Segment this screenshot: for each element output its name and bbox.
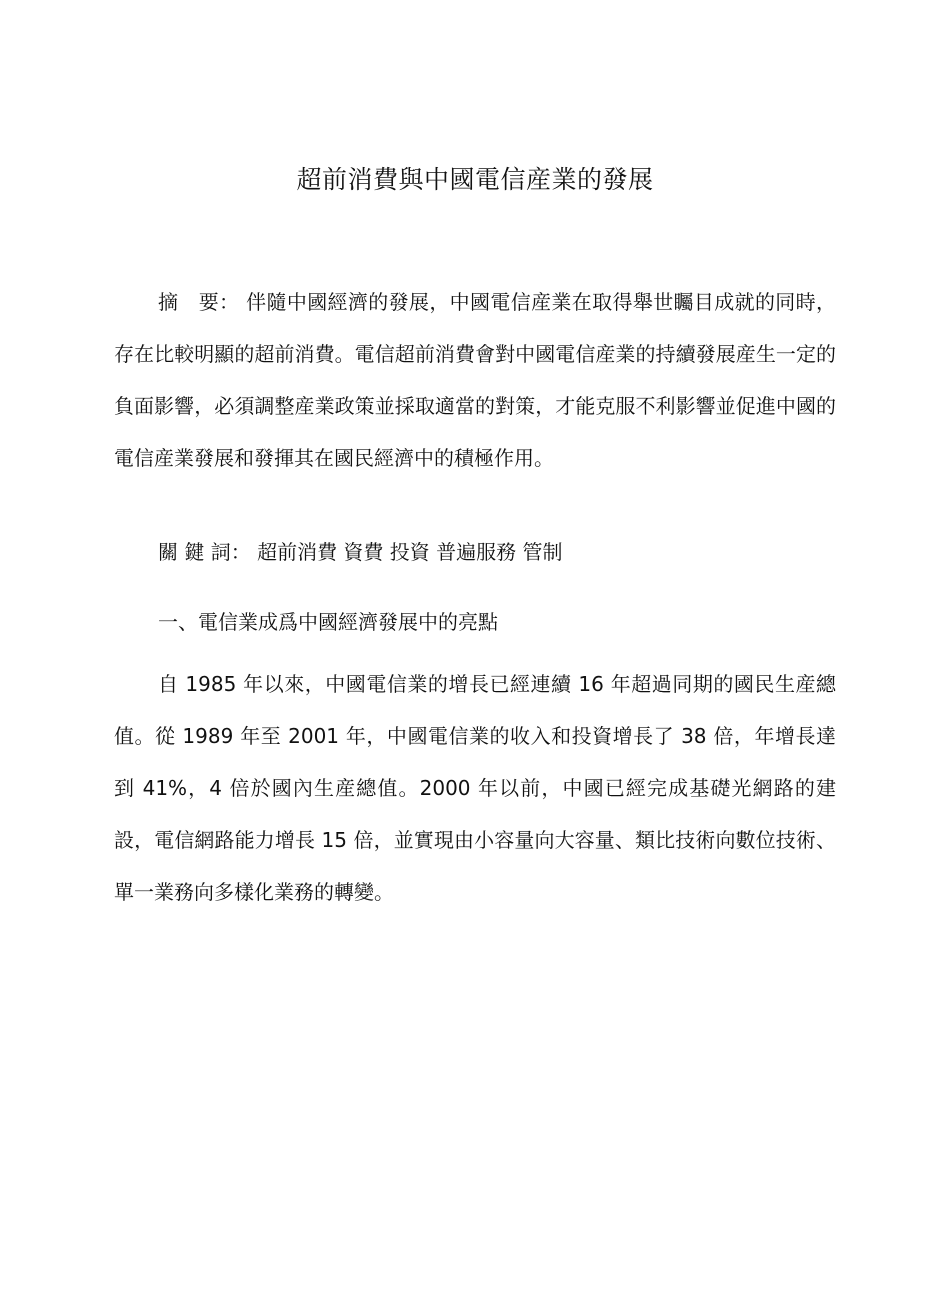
section-heading: 一、電信業成爲中國經濟發展中的亮點 [158,610,498,634]
keywords-paragraph [114,526,836,578]
abstract-label: 摘 要： [158,290,240,314]
document-title: 超前消費與中國電信産業的發展 [296,165,654,194]
abstract-paragraph [114,276,836,484]
abstract-text: 伴隨中國經濟的發展，中國電信産業在取得舉世矚目成就的同時，存在比較明顯的超前消費。電信超前消費會對中國電信産業的持續發展産生一定的負面影響，必須調整産業政策並採取適當的對策，才能克服不利影響並促進中國的電信産業發展和發揮其在國民經濟中的積極作用。 [114,290,837,470]
body-paragraph: 自 1985 年以來，中國電信業的增長已經連續 16 年超過同期的國民生産總值。從 1989 年至 2001 年，中國電信業的收入和投資增長了 38 倍，年增長達到 41%，4 倍於國內生産總值。2000 年以前，中國已經完成基礎光網路的建設，電信網路能力增長 15 倍，並實現由小容量向大容量、類比技術向數位技術、單一業務向多樣化業務的轉變。 [114,672,836,904]
keywords-text: 超前消費 資費 投資 普遍服務 管制 [257,540,563,564]
keywords-label: 關 鍵 詞： [158,540,251,564]
